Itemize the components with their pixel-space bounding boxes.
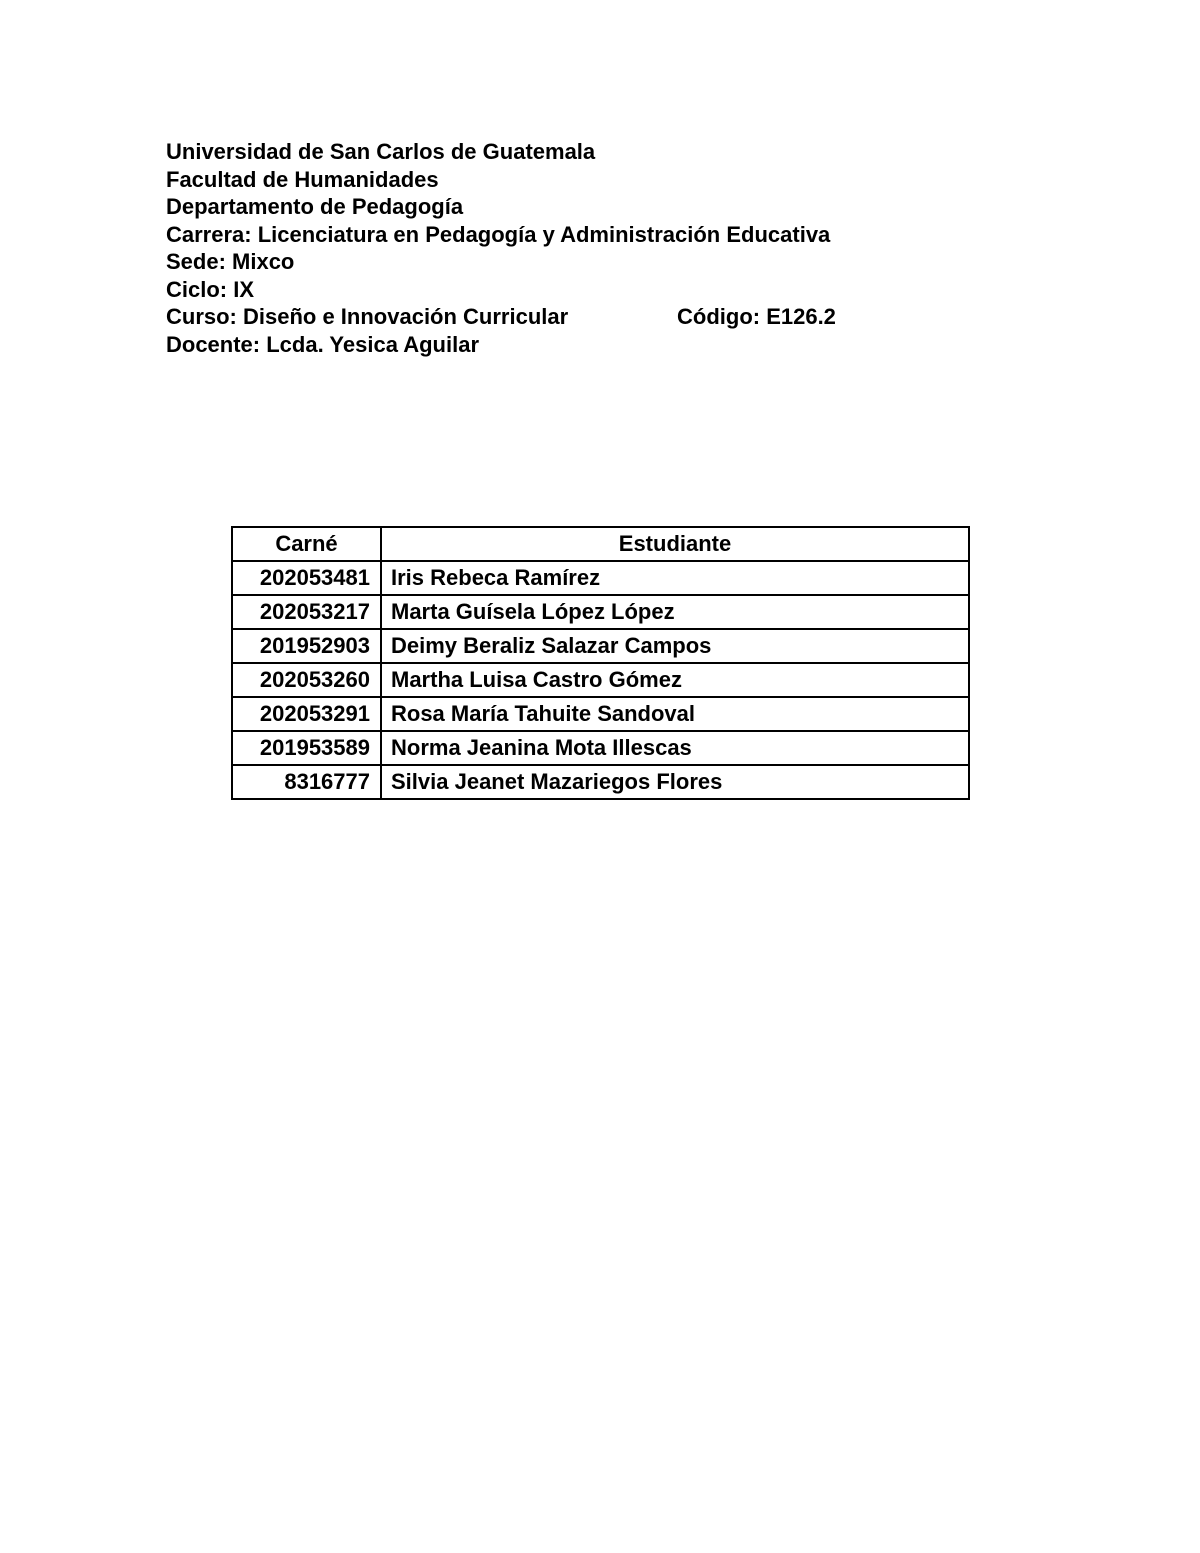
career-line: Carrera: Licenciatura en Pedagogía y Administración Educativa [166,221,831,247]
carne-cell: 8316777 [232,765,381,799]
table-row [232,731,969,765]
student-name-cell: Norma Jeanina Mota Illescas [381,731,969,765]
students-table [231,526,970,800]
campus-line: Sede: Mixco [166,249,295,274]
table-row [232,663,969,697]
university-name: Universidad de San Carlos de Guatemala [166,139,596,164]
student-name-cell: Deimy Beraliz Salazar Campos [381,629,969,663]
course-row [166,303,836,331]
carne-cell: 202053260 [232,663,381,697]
table-row [232,561,969,595]
carne-cell: 201952903 [232,629,381,663]
column-header-student: Estudiante [381,527,969,561]
carne-cell: 202053291 [232,697,381,731]
carne-cell: 202053217 [232,595,381,629]
teacher-line: Docente: Lcda. Yesica Aguilar [166,331,480,357]
column-header-carne: Carné [232,527,381,561]
table-row [232,629,969,663]
table-row [232,595,969,629]
table-row [232,697,969,731]
table-row [232,765,969,799]
student-name-cell: Martha Luisa Castro Gómez [381,663,969,697]
department-name: Departamento de Pedagogía [166,194,464,219]
student-name-cell: Rosa María Tahuite Sandoval [381,697,969,731]
course-code: Código: E126.2 [677,304,836,329]
carne-cell: 202053481 [232,561,381,595]
course-line: Curso: Diseño e Innovación Curricular [166,304,569,329]
table-header-row [232,527,969,561]
student-name-cell: Marta Guísela López López [381,595,969,629]
student-name-cell: Iris Rebeca Ramírez [381,561,969,595]
cycle-line: Ciclo: IX [166,276,255,302]
document-header [166,138,836,358]
faculty-name: Facultad de Humanidades [166,166,439,192]
carne-cell: 201953589 [232,731,381,765]
student-name-cell: Silvia Jeanet Mazariegos Flores [381,765,969,799]
